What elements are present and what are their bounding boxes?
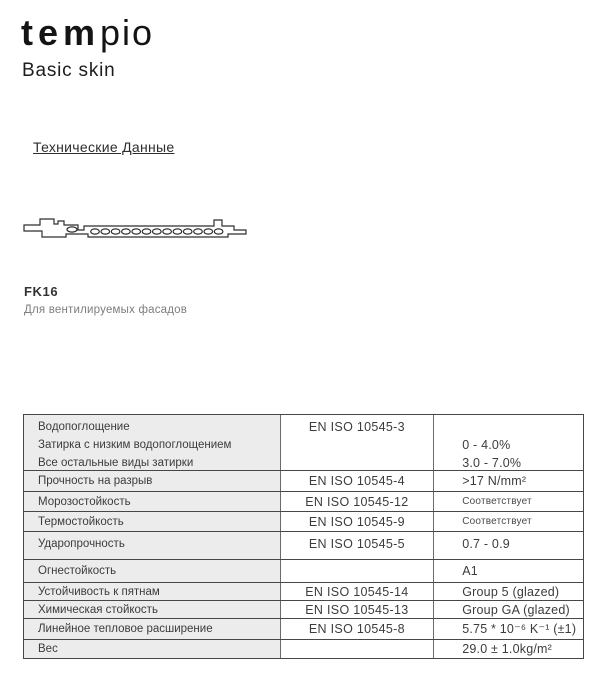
- brand-logo-bold-part: tem: [21, 12, 101, 53]
- standard-cell: EN ISO 10545-13: [281, 601, 435, 618]
- table-row: [24, 601, 583, 619]
- panel-core-hole: [183, 229, 192, 234]
- value-cell: >17 N/mm²: [462, 474, 527, 488]
- brand-logo: [21, 12, 154, 54]
- product-line-subtitle: Basic skin: [22, 60, 116, 81]
- standard-cell: EN ISO 10545-9: [281, 512, 435, 531]
- spec-name-cell: Вес: [24, 640, 281, 658]
- spec-name-cell: Морозостойкость: [24, 492, 281, 511]
- panel-core-hole: [101, 229, 110, 234]
- product-description: Для вентилируемых фасадов: [24, 304, 188, 316]
- panel-core-hole: [204, 229, 213, 234]
- panel-core-hole: [153, 229, 162, 234]
- standard-cell: EN ISO 10545-4: [281, 471, 435, 491]
- spec-name-cell: Ударопрочность: [24, 532, 281, 559]
- standard-cell: EN ISO 10545-8: [281, 619, 435, 639]
- brand-logo-light-part: pio: [100, 12, 155, 53]
- spec-name-cell: Устойчивость к пятнам: [24, 583, 281, 600]
- value-cell: 5.75 * 10⁻⁶ K⁻¹ (±1): [462, 622, 577, 636]
- table-row: [24, 619, 583, 640]
- panel-core-hole: [91, 229, 100, 234]
- spec-name-cell: Линейное тепловое расширение: [24, 619, 281, 639]
- standard-cell: EN ISO 10545-14: [281, 583, 435, 600]
- value-cell: 29.0 ± 1.0kg/m²: [462, 642, 552, 656]
- standard-cell: EN ISO 10545-3: [281, 415, 435, 470]
- panel-core-hole: [67, 227, 77, 232]
- value-cell: 0 - 4.0% 3.0 - 7.0%: [462, 438, 522, 470]
- spec-name-cell: Прочность на разрыв: [24, 471, 281, 491]
- panel-core-hole: [163, 229, 172, 234]
- table-row: [24, 583, 583, 601]
- panel-core-hole: [214, 229, 223, 234]
- spec-name-cell: Химическая стойкость: [24, 601, 281, 618]
- table-row: [24, 492, 583, 512]
- table-row: [24, 512, 583, 532]
- standard-cell: EN ISO 10545-5: [281, 532, 435, 559]
- table-row: [24, 532, 583, 560]
- panel-cross-section-drawing: [22, 214, 248, 242]
- product-code: FK16: [24, 284, 59, 299]
- panel-core-hole: [111, 229, 120, 234]
- panel-core-hole: [142, 229, 151, 234]
- standard-cell: [281, 640, 435, 658]
- value-cell: Group 5 (glazed): [462, 584, 560, 599]
- spec-name-cell: Водопоглощение Затирка с низким водопоглощением Все остальные виды затирки: [24, 415, 281, 470]
- spec-name-cell: Термостойкость: [24, 512, 281, 531]
- value-cell: A1: [462, 564, 478, 578]
- panel-core-hole: [132, 229, 141, 234]
- value-cell: Соответствует: [462, 495, 532, 507]
- table-row: [24, 415, 583, 471]
- panel-core-hole: [173, 229, 182, 234]
- value-cell: Group GA (glazed): [462, 602, 570, 617]
- standard-cell: [281, 560, 435, 582]
- table-row: [24, 560, 583, 583]
- spec-name-cell: Огнестойкость: [24, 560, 281, 582]
- technical-specs-table: [23, 414, 584, 659]
- table-row: [24, 471, 583, 492]
- panel-core-hole: [194, 229, 203, 234]
- technical-data-heading: Технические Данные: [33, 139, 175, 155]
- table-row: [24, 640, 583, 658]
- standard-cell: EN ISO 10545-12: [281, 492, 435, 511]
- panel-core-hole: [122, 229, 131, 234]
- value-cell: 0.7 - 0.9: [462, 537, 510, 551]
- value-cell: Соответствует: [462, 515, 532, 527]
